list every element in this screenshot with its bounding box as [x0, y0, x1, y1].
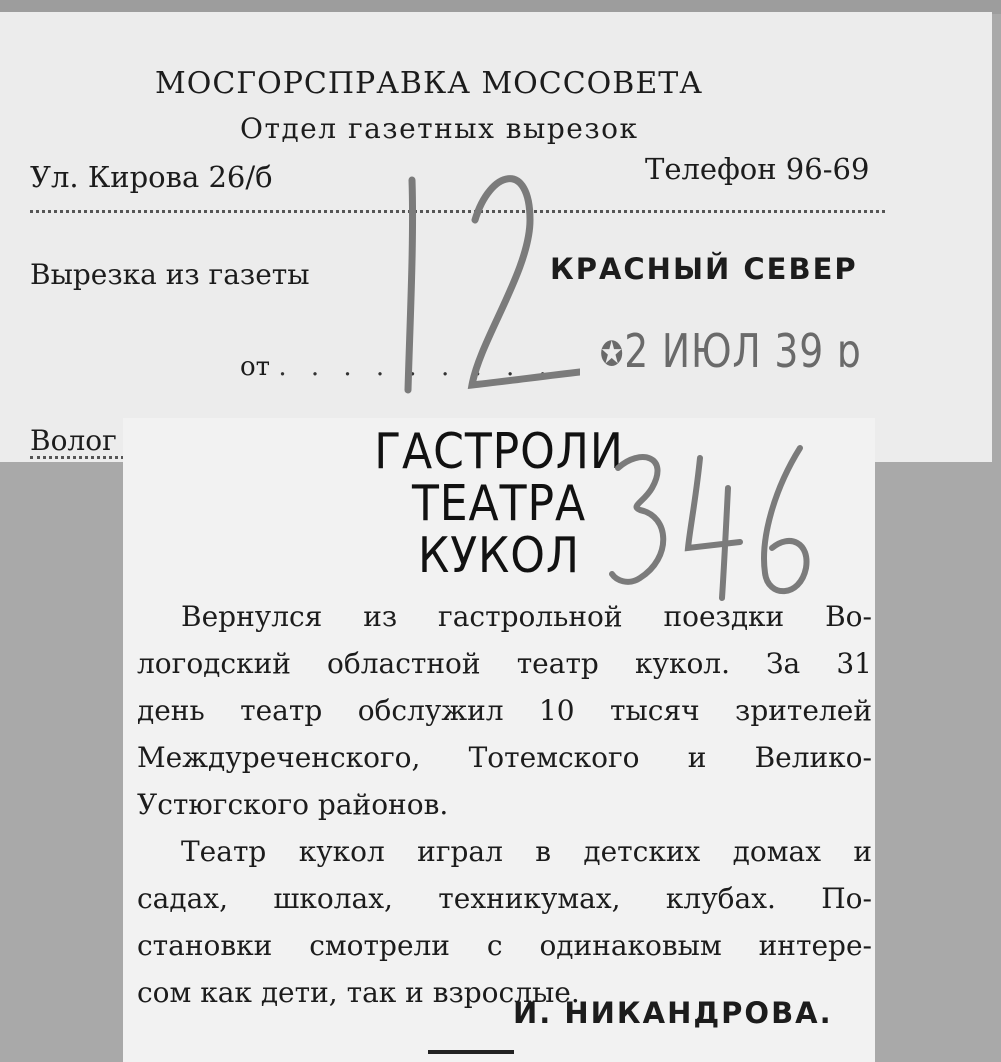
date-stamp: ✪2 ИЮЛ 39 ɒ — [600, 324, 862, 378]
article-headline — [161, 423, 838, 584]
text-line: Вернулся из гастрольной поездки Во- — [181, 600, 872, 633]
department-name: Отдел газетных вырезок — [240, 112, 639, 145]
clipping-label: Вырезка из газеты — [30, 258, 310, 291]
text-line: сом как дети, так и взрослые. — [137, 976, 580, 1009]
divider-lower — [30, 456, 130, 459]
address: Ул. Кирова 26/б — [30, 160, 273, 194]
stamp-mark-icon: ɒ — [836, 324, 862, 378]
article-body — [137, 593, 872, 1016]
text-line: логодский областной театр кукол. За 31 — [137, 647, 872, 680]
from-label: от — [240, 352, 271, 382]
organization-name: МОСГОРСПРАВКА МОССОВЕТА — [155, 66, 703, 101]
end-rule — [428, 1050, 514, 1054]
phone-number: Телефон 96-69 — [645, 152, 870, 186]
divider — [30, 210, 885, 213]
text-line: Устюгского районов. — [137, 788, 449, 821]
dotted-leader: . . . . . . . . . — [278, 352, 555, 382]
text-line: садах, школах, техникумах, клубах. По- — [137, 882, 872, 915]
author-signature: И. НИКАНДРОВА. — [513, 996, 833, 1030]
paragraph-1 — [137, 593, 872, 828]
date-row — [240, 352, 555, 382]
headline-line: ГАСТРОЛИ — [374, 423, 624, 480]
text-line: Междуреченского, Тотемского и Велико- — [137, 741, 872, 774]
paragraph-2 — [137, 828, 872, 1016]
text-line: день театр обслужил 10 тысяч зрителей — [137, 694, 872, 727]
clipping-form — [0, 12, 992, 462]
headline-line: ТЕАТРА — [411, 475, 587, 532]
text-line: Театр кукол играл в детских домах и — [181, 835, 872, 868]
star-icon: ✪ — [600, 334, 625, 375]
text-line: становки смотрели с одинаковым интере- — [137, 929, 872, 962]
city-label: Волог — [30, 424, 117, 457]
newspaper-name: КРАСНЫЙ СЕВЕР — [550, 252, 858, 286]
headline-line: КУКОЛ — [418, 527, 580, 584]
newspaper-clipping — [123, 418, 875, 1062]
